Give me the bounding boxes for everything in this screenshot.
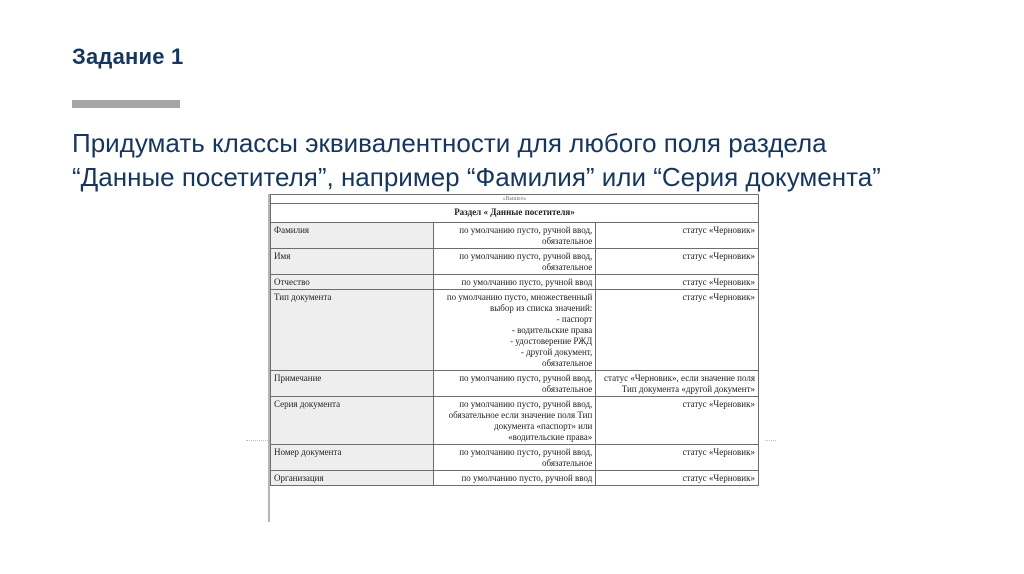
rule-line: по умолчанию пусто, ручной ввод <box>461 277 593 287</box>
rule-line: по умолчанию пусто, множественный <box>446 292 593 302</box>
status-cell <box>596 249 759 275</box>
rule-line: обязательное <box>542 458 593 468</box>
task-description <box>72 126 1012 194</box>
rule-line: - паспорт <box>556 314 593 324</box>
field-rule-cell <box>433 223 596 249</box>
field-rule-cell <box>433 371 596 397</box>
title-accent-bar <box>72 100 180 108</box>
field-name-cell: Организация <box>271 471 434 486</box>
status-line: Тип документа «другой документ» <box>621 384 755 394</box>
task-line-2: “Данные посетителя”, например “Фамилия” или “Серия документа” <box>72 162 881 192</box>
rule-line: обязательное <box>542 358 593 368</box>
status-cell <box>596 290 759 371</box>
table-cut-header-row <box>271 195 759 204</box>
status-line: статус «Черновик» <box>682 447 755 457</box>
slide-title: Задание 1 <box>72 44 184 69</box>
section-header: Раздел « Данные посетителя» <box>271 204 759 223</box>
status-line: статус «Черновик» <box>682 277 755 287</box>
status-cell <box>596 471 759 486</box>
field-name-cell: Серия документа <box>271 397 434 445</box>
field-rule-cell <box>433 249 596 275</box>
table-row <box>271 397 759 445</box>
rule-line: - водительские права <box>511 325 593 335</box>
rule-line: - другой документ, <box>520 347 593 357</box>
status-line: статус «Черновик» <box>682 399 755 409</box>
rule-line: «водительские права» <box>508 432 593 442</box>
table-row <box>271 275 759 290</box>
field-name-cell: Фамилия <box>271 223 434 249</box>
field-rule-cell <box>433 445 596 471</box>
rule-line: по умолчанию пусто, ручной ввод, <box>459 225 593 235</box>
table-row <box>271 371 759 397</box>
field-name-cell: Номер документа <box>271 445 434 471</box>
status-cell <box>596 275 759 290</box>
rule-line: по умолчанию пусто, ручной ввод, <box>459 399 593 409</box>
status-cell <box>596 371 759 397</box>
table-row <box>271 445 759 471</box>
rule-line: по умолчанию пусто, ручной ввод <box>461 473 593 483</box>
status-line: статус «Черновик» <box>682 225 755 235</box>
table-row <box>271 223 759 249</box>
status-line: статус «Черновик» <box>682 292 755 302</box>
rule-line: по умолчанию пусто, ручной ввод, <box>459 251 593 261</box>
field-rule-cell <box>433 290 596 371</box>
rule-line: выбор из списка значений: <box>489 303 593 313</box>
rule-line: документа «паспорт» или <box>494 421 593 431</box>
section-header-row <box>271 204 759 223</box>
field-rule-cell <box>433 471 596 486</box>
status-cell <box>596 445 759 471</box>
requirements-table-image <box>268 194 764 522</box>
rule-line: по умолчанию пусто, ручной ввод, <box>459 447 593 457</box>
field-rule-cell <box>433 275 596 290</box>
rule-line: обязательное если значение поля Тип <box>448 410 593 420</box>
table-row <box>271 471 759 486</box>
status-line: статус «Черновик», если значение поля <box>604 373 755 383</box>
table-row <box>271 290 759 371</box>
field-name-cell: Тип документа <box>271 290 434 371</box>
rule-line: обязательное <box>542 262 593 272</box>
task-line-1: Придумать классы эквивалентности для любого поля раздела <box>72 128 827 158</box>
field-name-cell: Примечание <box>271 371 434 397</box>
status-line: статус «Черновик» <box>682 473 755 483</box>
status-cell <box>596 397 759 445</box>
field-rule-cell <box>433 397 596 445</box>
status-cell <box>596 223 759 249</box>
rule-line: - удостоверение РЖД <box>510 336 593 346</box>
rule-line: по умолчанию пусто, ручной ввод, <box>459 373 593 383</box>
cut-header-cell: «Вышел» <box>271 195 759 204</box>
visitor-data-table <box>270 194 759 486</box>
status-line: статус «Черновик» <box>682 251 755 261</box>
field-name-cell: Имя <box>271 249 434 275</box>
table-row <box>271 249 759 275</box>
field-name-cell: Отчество <box>271 275 434 290</box>
rule-line: обязательное <box>542 236 593 246</box>
rule-line: обязательное <box>542 384 593 394</box>
